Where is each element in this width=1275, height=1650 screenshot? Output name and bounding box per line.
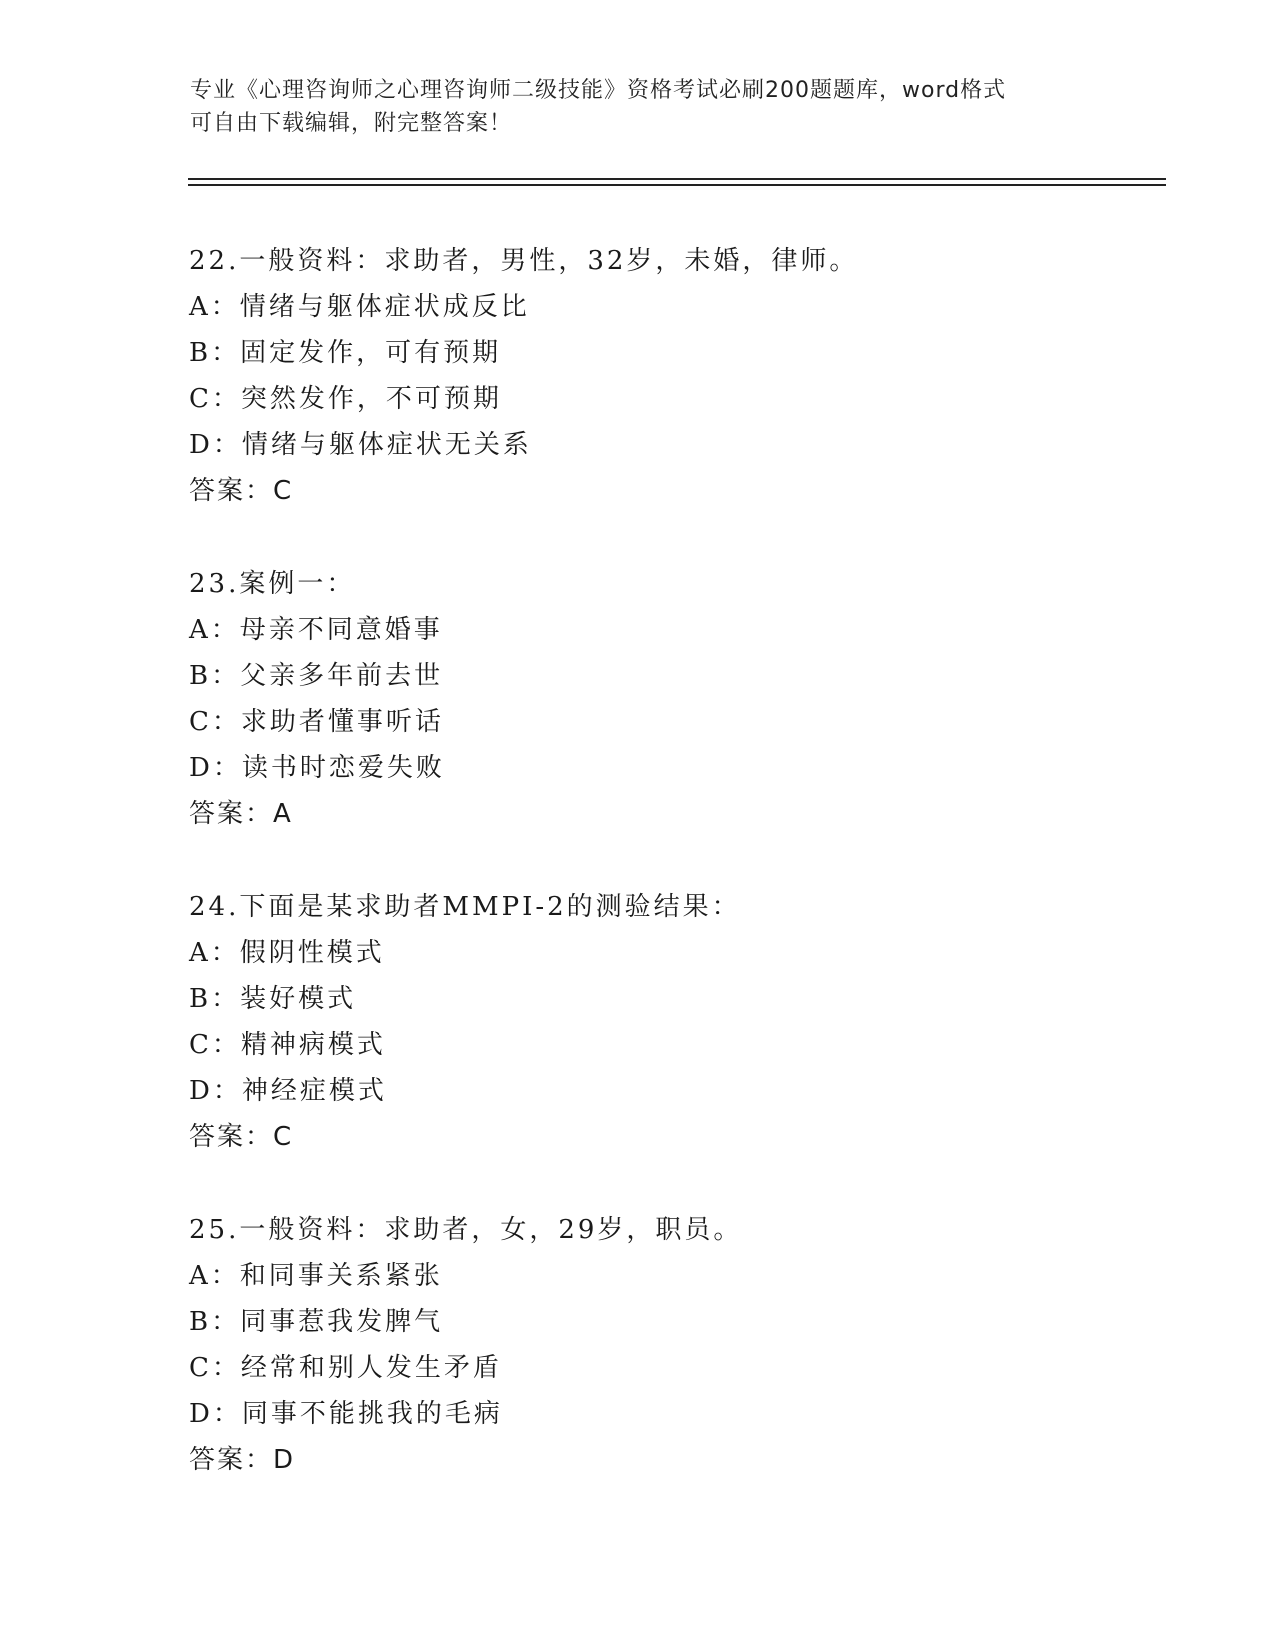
option-c: C：求助者懂事听话 <box>189 707 444 737</box>
question-list <box>189 238 1169 1530</box>
option-a: A：和同事关系紧张 <box>189 1261 443 1291</box>
option-a: A：情绪与躯体症状成反比 <box>189 292 530 322</box>
option-b: B：父亲多年前去世 <box>189 661 444 691</box>
option-b: B：装好模式 <box>189 984 357 1014</box>
answer-line: 答案：A <box>189 799 293 829</box>
answer-line: 答案：D <box>189 1445 296 1475</box>
question-25 <box>189 1207 1169 1483</box>
option-d: D：同事不能挑我的毛病 <box>189 1399 503 1429</box>
option-c: C：突然发作，不可预期 <box>189 384 502 414</box>
document-header <box>190 74 1090 140</box>
option-a: A：假阴性模式 <box>189 938 385 968</box>
option-d: D：神经症模式 <box>189 1076 387 1106</box>
question-stem: 23.案例一： <box>189 569 356 599</box>
header-divider-top <box>188 178 1166 180</box>
option-d: D：读书时恋爱失败 <box>189 753 445 783</box>
question-24 <box>189 884 1169 1160</box>
answer-line: 答案：C <box>189 476 294 506</box>
header-line-1: 专业《心理咨询师之心理咨询师二级技能》资格考试必刷200题题库，word格式 <box>190 78 1007 103</box>
option-a: A：母亲不同意婚事 <box>189 615 443 645</box>
question-stem: 22.一般资料：求助者，男性，32岁，未婚，律师。 <box>189 246 859 276</box>
question-23 <box>189 561 1169 837</box>
option-c: C：精神病模式 <box>189 1030 386 1060</box>
option-c: C：经常和别人发生矛盾 <box>189 1353 502 1383</box>
option-d: D：情绪与躯体症状无关系 <box>189 430 532 460</box>
question-22 <box>189 238 1169 514</box>
option-b: B：固定发作，可有预期 <box>189 338 502 368</box>
header-line-2: 可自由下载编辑，附完整答案！ <box>190 111 513 136</box>
header-divider-bottom <box>188 184 1166 186</box>
question-stem: 24.下面是某求助者MMPI-2的测验结果： <box>189 892 741 922</box>
option-b: B：同事惹我发脾气 <box>189 1307 444 1337</box>
question-stem: 25.一般资料：求助者，女，29岁，职员。 <box>189 1215 743 1245</box>
answer-line: 答案：C <box>189 1122 294 1152</box>
